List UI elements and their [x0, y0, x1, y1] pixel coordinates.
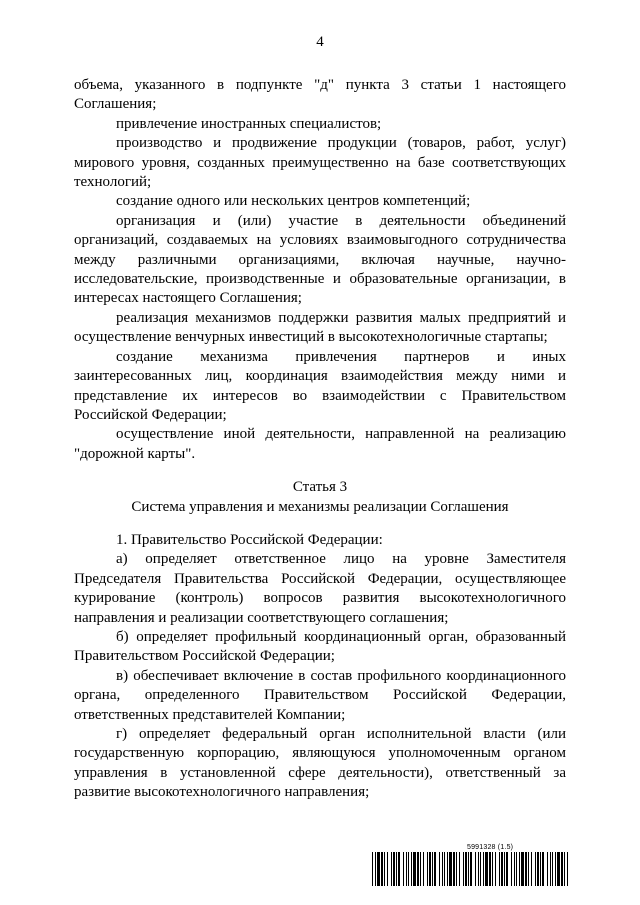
document-body [74, 76, 566, 803]
paragraph: создание одного или нескольких центров компетенций; [116, 193, 471, 210]
paragraph: производство и продвижение продукции (товаров, работ, услуг) мирового уровня, созданных преимущественно на базе соответствующих технологий; [74, 135, 566, 191]
paragraph: осуществление иной деятельности, направленной на реализацию "дорожной карты". [74, 426, 566, 462]
barcode [372, 852, 568, 886]
paragraph: организация и (или) участие в деятельности объединений организаций, создаваемых на условиях взаимовыгодного сотрудничества между различными организациями, включая научные, научно-исследовательские, производственные и образовательные организации, в интересах настоящего Соглашения; [74, 212, 566, 307]
paragraph: г) определяет федеральный орган исполнительной власти (или государственную корпорацию, являющуюся уполномоченным органом управления в установленной сфере деятельности), ответственный за развитие высокотехнологичного направления; [74, 726, 566, 801]
paragraph: а) определяет ответственное лицо на уровне Заместителя Председателя Правительства Российской Федерации, осуществляющее курирование (контроль) вопросов развития высокотехнологичного направления и реализации соответствующего соглашения; [74, 551, 566, 626]
page-number: 4 [316, 34, 324, 50]
paragraph: объема, указанного в подпункте "д" пункта 3 статьи 1 настоящего Соглашения; [74, 77, 566, 113]
paragraph: привлечение иностранных специалистов; [116, 115, 382, 132]
paragraph: реализация механизмов поддержки развития малых предприятий и осуществление венчурных инвестиций в высокотехнологичные стартапы; [74, 309, 566, 346]
article-number: Статья 3 [292, 479, 348, 496]
paragraph: 1. Правительство Российской Федерации: [116, 531, 383, 548]
document-code: 5991328 (1.5) [467, 844, 514, 851]
paragraph: б) определяет профильный координационный орган, образованный Правительством Российской Федерации; [74, 628, 566, 665]
paragraph: в) обеспечивает включение в состав профильного координационного органа, определенного Правительством Российской Федерации, ответственных представителей Компании; [74, 667, 566, 723]
paragraph: создание механизма привлечения партнеров и иных заинтересованных лиц, координация взаимодействия между ними и представление их интересов во взаимодействии с Правительством Российской Федерации; [74, 348, 566, 423]
article-title: Система управления и механизмы реализации Соглашения [131, 498, 509, 515]
